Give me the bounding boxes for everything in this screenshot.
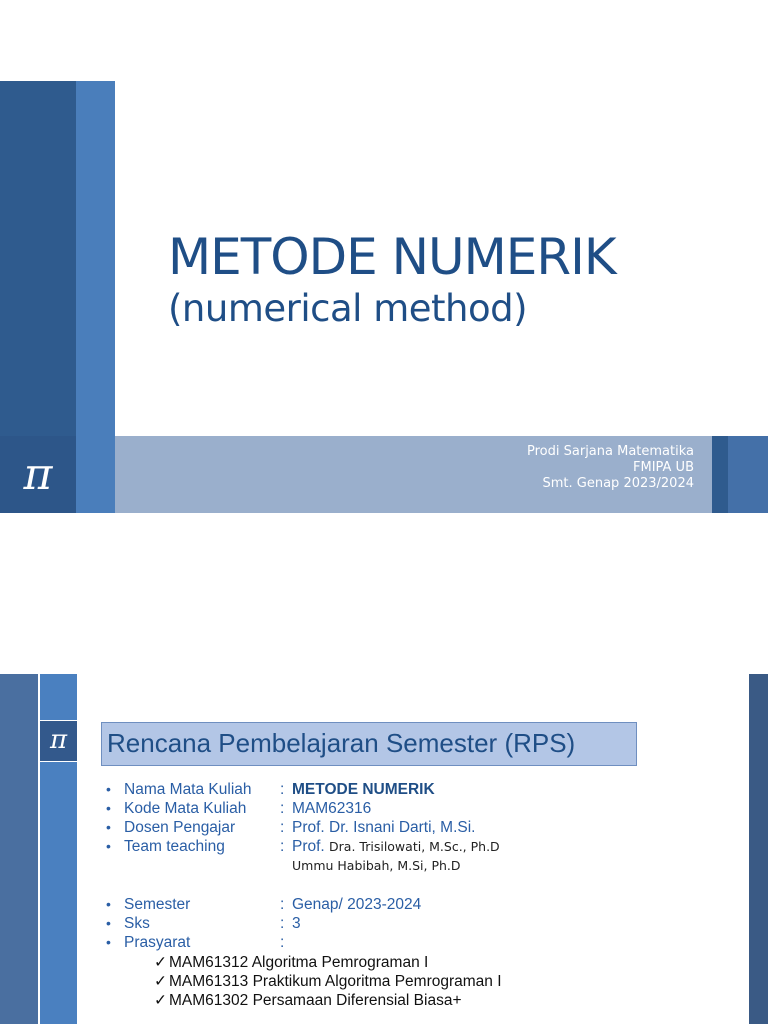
faculty-name: FMIPA UB (633, 460, 694, 475)
slide1-right-bar-light (728, 436, 768, 513)
slide2-right-bar (749, 674, 768, 1024)
prerequisite-item (154, 972, 502, 991)
row-label: Prasyarat (124, 934, 191, 951)
prerequisite-text: MAM61313 Praktikum Algoritma Pemrograman I (169, 973, 502, 990)
prerequisite-item (154, 991, 462, 1010)
prerequisite-text: MAM61302 Persamaan Diferensial Biasa+ (169, 992, 462, 1009)
team-member-2: Ummu Habibah, M.Si, Ph.D (292, 858, 461, 873)
team-member-1: Dra. Trisilowati, M.Sc., Ph.D (329, 839, 500, 854)
pi-icon: π (23, 449, 53, 500)
checkmark-icon: ✓ (154, 973, 167, 990)
row-label: Dosen Pengajar (124, 819, 236, 836)
row-colon: : (280, 838, 285, 855)
prerequisite-item (154, 953, 428, 972)
row-colon: : (280, 915, 285, 932)
prerequisite-text: MAM61312 Algoritma Pemrograman I (169, 954, 429, 971)
bullet: • (106, 896, 111, 912)
row-label: Nama Mata Kuliah (124, 781, 252, 798)
bullet: • (106, 781, 111, 797)
row-colon: : (280, 896, 285, 913)
checkmark-icon: ✓ (154, 954, 167, 971)
program-name: Prodi Sarjana Matematika (527, 444, 694, 459)
checkmark-icon: ✓ (154, 992, 167, 1009)
slide1-left-bar-dark (0, 81, 76, 436)
slide1-band-accent (76, 436, 115, 513)
value-prefix: Prof. (292, 838, 325, 855)
pi-icon: π (49, 725, 68, 755)
row-value: Genap/ 2023-2024 (292, 896, 422, 913)
row-value: METODE NUMERIK (292, 781, 435, 798)
bullet: • (106, 915, 111, 931)
slide-title: METODE NUMERIK (168, 228, 616, 286)
slide-subtitle: (numerical method) (168, 287, 528, 330)
row-colon: : (280, 934, 285, 951)
row-value: 3 (292, 915, 301, 932)
row-label: Kode Mata Kuliah (124, 800, 247, 817)
rps-heading: Rencana Pembelajaran Semester (RPS) (107, 728, 576, 758)
row-value: Prof. Dr. Isnani Darti, M.Si. (292, 819, 476, 836)
bullet: • (106, 800, 111, 816)
program-info (527, 444, 694, 492)
slide1-right-bar-dark (712, 436, 728, 513)
row-label: Team teaching (124, 838, 225, 855)
semester-info: Smt. Genap 2023/2024 (542, 476, 694, 491)
row-colon: : (280, 781, 285, 798)
row-value (292, 838, 500, 856)
row-label: Semester (124, 896, 191, 913)
row-value: MAM62316 (292, 800, 372, 817)
bullet: • (106, 934, 111, 950)
row-colon: : (280, 819, 285, 836)
bullet: • (106, 838, 111, 854)
bullet: • (106, 819, 111, 835)
slide2-left-bar-outer (0, 674, 38, 1024)
row-colon: : (280, 800, 285, 817)
slide1-left-bar-light (76, 81, 115, 436)
row-label: Sks (124, 915, 150, 932)
